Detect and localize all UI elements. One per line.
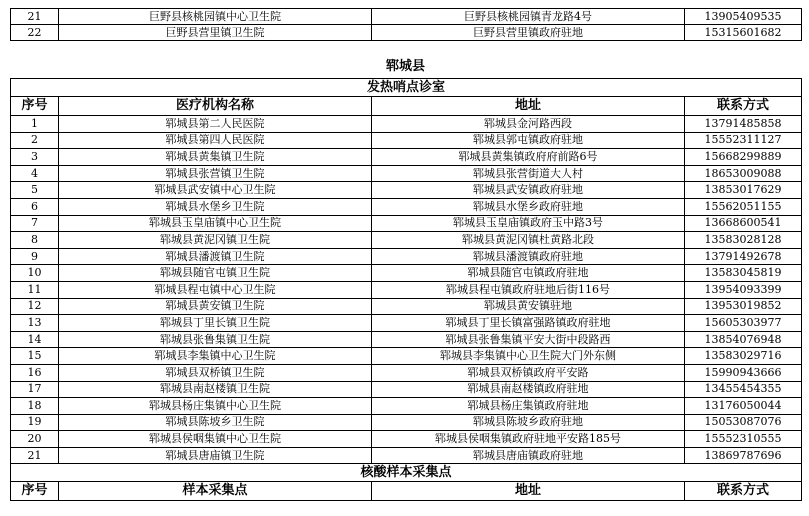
section-title-row — [11, 464, 802, 482]
table-row — [11, 381, 802, 398]
address: 郓城县随官屯镇政府驻地 — [372, 265, 685, 282]
institution-name: 郓城县李集镇中心卫生院 — [59, 348, 372, 365]
institution-name: 郓城县张鲁集镇卫生院 — [59, 331, 372, 348]
address: 郓城县玉皇庙镇政府玉中路3号 — [372, 215, 685, 232]
county-table — [10, 78, 802, 501]
row-number: 19 — [11, 414, 59, 431]
header-phone: 联系方式 — [685, 482, 802, 501]
table-row — [11, 25, 802, 41]
phone: 15552311127 — [685, 132, 802, 149]
address: 郓城县唐庙镇政府驻地 — [372, 447, 685, 464]
institution-name: 郓城县第二人民医院 — [59, 116, 372, 133]
phone: 13583028128 — [685, 232, 802, 249]
phone: 15668299889 — [685, 149, 802, 166]
address: 巨野县核桃园镇青龙路4号 — [372, 9, 685, 25]
row-number: 21 — [11, 9, 59, 25]
row-number: 20 — [11, 431, 59, 448]
table-row — [11, 215, 802, 232]
institution-name: 郓城县水堡乡卫生院 — [59, 198, 372, 215]
institution-name: 郓城县双桥镇卫生院 — [59, 364, 372, 381]
institution-name: 郓城县随官屯镇卫生院 — [59, 265, 372, 282]
table-row — [11, 414, 802, 431]
institution-name: 郓城县张营镇卫生院 — [59, 165, 372, 182]
row-number: 14 — [11, 331, 59, 348]
section-title-row — [11, 79, 802, 97]
address: 郓城县丁里长镇富强路镇政府驻地 — [372, 315, 685, 332]
header-name: 样本采集点 — [59, 482, 372, 501]
phone: 13455454355 — [685, 381, 802, 398]
phone: 13853017629 — [685, 182, 802, 199]
address: 郓城县金河路西段 — [372, 116, 685, 133]
address: 郓城县南赵楼镇政府驻地 — [372, 381, 685, 398]
table-row — [11, 9, 802, 25]
address: 郓城县黄安镇驻地 — [372, 298, 685, 315]
address: 郓城县张鲁集镇平安大街中段路西 — [372, 331, 685, 348]
institution-name: 郓城县陈坡乡卫生院 — [59, 414, 372, 431]
header-row — [11, 97, 802, 116]
table-row — [11, 149, 802, 166]
address: 郓城县程屯镇政府驻地后街116号 — [372, 281, 685, 298]
table-row — [11, 331, 802, 348]
institution-name: 郓城县第四人民医院 — [59, 132, 372, 149]
table-row — [11, 132, 802, 149]
phone: 15990943666 — [685, 364, 802, 381]
phone: 18653009088 — [685, 165, 802, 182]
sample-section-title: 核酸样本采集点 — [11, 464, 802, 482]
phone: 13583029716 — [685, 348, 802, 365]
address: 郓城县杨庄集镇政府驻地 — [372, 398, 685, 415]
row-number: 8 — [11, 232, 59, 249]
table-row — [11, 298, 802, 315]
phone: 13854076948 — [685, 331, 802, 348]
row-number: 3 — [11, 149, 59, 166]
header-no: 序号 — [11, 97, 59, 116]
phone: 13176050044 — [685, 398, 802, 415]
phone: 13953019852 — [685, 298, 802, 315]
institution-name: 郓城县丁里长镇卫生院 — [59, 315, 372, 332]
table-row — [11, 315, 802, 332]
row-number: 13 — [11, 315, 59, 332]
address: 郓城县双桥镇政府平安路 — [372, 364, 685, 381]
row-number: 16 — [11, 364, 59, 381]
table-row — [11, 248, 802, 265]
address: 郓城县黄集镇政府府前路6号 — [372, 149, 685, 166]
row-number: 5 — [11, 182, 59, 199]
row-number: 15 — [11, 348, 59, 365]
table-row — [11, 447, 802, 464]
header-phone: 联系方式 — [685, 97, 802, 116]
institution-name: 郓城县南赵楼镇卫生院 — [59, 381, 372, 398]
table-row — [11, 431, 802, 448]
table-row — [11, 281, 802, 298]
phone: 15053087076 — [685, 414, 802, 431]
institution-name: 巨野县营里镇卫生院 — [59, 25, 372, 41]
institution-name: 巨野县核桃园镇中心卫生院 — [59, 9, 372, 25]
county-title: 郓城县 — [385, 59, 425, 74]
header-no: 序号 — [11, 482, 59, 501]
address: 郓城县水堡乡政府驻地 — [372, 198, 685, 215]
header-address: 地址 — [372, 97, 685, 116]
table-row — [11, 265, 802, 282]
address: 郓城县陈坡乡政府驻地 — [372, 414, 685, 431]
address: 郓城县张营街道大人村 — [372, 165, 685, 182]
row-number: 6 — [11, 198, 59, 215]
phone: 13791492678 — [685, 248, 802, 265]
phone: 13869787696 — [685, 447, 802, 464]
phone: 13954093399 — [685, 281, 802, 298]
fever-section-title: 发热哨点诊室 — [11, 79, 802, 97]
institution-name: 郓城县潘渡镇卫生院 — [59, 248, 372, 265]
address: 巨野县营里镇政府驻地 — [372, 25, 685, 41]
previous-county-table — [10, 8, 802, 41]
table-row — [11, 182, 802, 199]
table-row — [11, 116, 802, 133]
row-number: 4 — [11, 165, 59, 182]
address: 郓城县武安镇政府驻地 — [372, 182, 685, 199]
row-number: 7 — [11, 215, 59, 232]
row-number: 10 — [11, 265, 59, 282]
table-row — [11, 198, 802, 215]
institution-name: 郓城县玉皇庙镇中心卫生院 — [59, 215, 372, 232]
table-row — [11, 398, 802, 415]
address: 郓城县郭屯镇政府驻地 — [372, 132, 685, 149]
row-number: 11 — [11, 281, 59, 298]
row-number: 22 — [11, 25, 59, 41]
institution-name: 郓城县侯咽集镇中心卫生院 — [59, 431, 372, 448]
address: 郓城县潘渡镇政府驻地 — [372, 248, 685, 265]
header-name: 医疗机构名称 — [59, 97, 372, 116]
phone: 13905409535 — [685, 9, 802, 25]
institution-name: 郓城县程屯镇中心卫生院 — [59, 281, 372, 298]
institution-name: 郓城县黄泥冈镇卫生院 — [59, 232, 372, 249]
header-address: 地址 — [372, 482, 685, 501]
table-row — [11, 232, 802, 249]
phone: 15552310555 — [685, 431, 802, 448]
row-number: 12 — [11, 298, 59, 315]
address: 郓城县侯咽集镇政府驻地平安路185号 — [372, 431, 685, 448]
phone: 13583045819 — [685, 265, 802, 282]
row-number: 18 — [11, 398, 59, 415]
phone: 13668600541 — [685, 215, 802, 232]
row-number: 1 — [11, 116, 59, 133]
institution-name: 郓城县黄安镇卫生院 — [59, 298, 372, 315]
header-row — [11, 482, 802, 501]
institution-name: 郓城县武安镇中心卫生院 — [59, 182, 372, 199]
row-number: 21 — [11, 447, 59, 464]
phone: 15315601682 — [685, 25, 802, 41]
phone: 15562051155 — [685, 198, 802, 215]
address: 郓城县黄泥冈镇杜黄路北段 — [372, 232, 685, 249]
table-row — [11, 348, 802, 365]
row-number: 17 — [11, 381, 59, 398]
phone: 15605303977 — [685, 315, 802, 332]
phone: 13791485858 — [685, 116, 802, 133]
table-row — [11, 364, 802, 381]
address: 郓城县李集镇中心卫生院大门外东侧 — [372, 348, 685, 365]
institution-name: 郓城县唐庙镇卫生院 — [59, 447, 372, 464]
table-row — [11, 165, 802, 182]
row-number: 2 — [11, 132, 59, 149]
institution-name: 郓城县杨庄集镇中心卫生院 — [59, 398, 372, 415]
institution-name: 郓城县黄集镇卫生院 — [59, 149, 372, 166]
row-number: 9 — [11, 248, 59, 265]
